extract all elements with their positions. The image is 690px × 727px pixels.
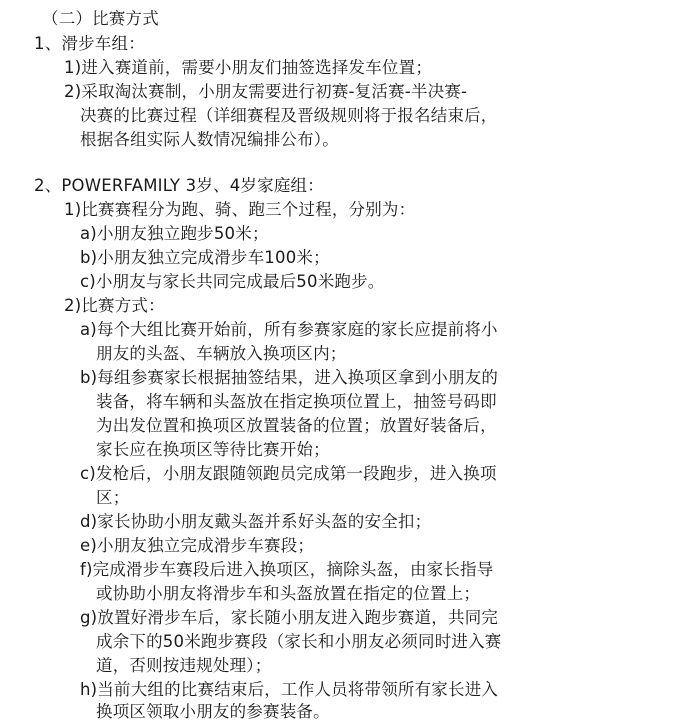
group1-heading: 1、滑步车组： [34,34,145,53]
step-c: c)发枪后，小朋友跟随领跑员完成第一段跑步，进入换项 [80,464,497,483]
stage-item: c)小朋友与家长共同完成最后50米跑步。 [80,272,385,291]
step-h: h)当前大组的比赛结束后，工作人员将带领所有家长进入 [80,680,499,699]
step-a: a)每个大组比赛开始前，所有参赛家庭的家长应提前将小 [80,320,498,339]
step-b-cont: 家长应在换项区等待比赛开始； [96,440,330,459]
step-f: f)完成滑步车赛段后进入换项区，摘除头盔，由家长指导 [80,560,494,579]
step-c-cont: 区； [96,488,130,507]
stage-item: a)小朋友独立跑步50米； [80,224,269,243]
step-g-cont: 道，否则按违规处理）； [96,656,272,675]
section-title: （二）比赛方式 [42,9,159,28]
method-title: 2)比赛方式： [64,296,165,315]
group1-item-2-cont: 决赛的比赛过程（详细赛程及晋级规则将于报名结束后， [80,106,498,125]
group1-item-2-cont: 根据各组实际人数情况编排公布）。 [80,130,339,149]
stage-item: b)小朋友独立完成滑步车100米； [80,248,330,267]
step-h-cont: 换项区领取小朋友的参赛装备。 [96,702,330,721]
group2-heading: 2、POWERFAMILY 3岁、4岁家庭组： [34,176,324,195]
step-b: b)每组参赛家长根据抽签结果，进入换项区拿到小朋友的 [80,368,499,387]
step-g: g)放置好滑步车后，家长随小朋友进入跑步赛道，共同完 [80,608,499,627]
group2-intro: 1)比赛赛程分为跑、骑、跑三个过程，分别为： [64,200,416,219]
step-f-cont: 或协助小朋友将滑步车和头盔放置在指定的位置上； [96,584,481,603]
group1-item-1: 1)进入赛道前，需要小朋友们抽签选择发车位置； [64,58,433,77]
step-g-cont: 成余下的50米跑步赛段（家长和小朋友必须同时进入赛 [96,632,502,651]
step-d: d)家长协助小朋友戴头盔并系好头盔的安全扣； [80,512,432,531]
step-e: e)小朋友独立完成滑步车赛段； [80,536,315,555]
step-b-cont: 为出发位置和换项区放置装备的位置；放置好装备后， [96,416,497,435]
step-b-cont: 装备，将车辆和头盔放在指定换项位置上，抽签号码即 [96,392,497,411]
group1-item-2: 2)采取淘汰赛制，小朋友需要进行初赛-复活赛-半决赛- [64,82,468,101]
step-a-cont: 朋友的头盔、车辆放入换项区内； [96,344,347,363]
